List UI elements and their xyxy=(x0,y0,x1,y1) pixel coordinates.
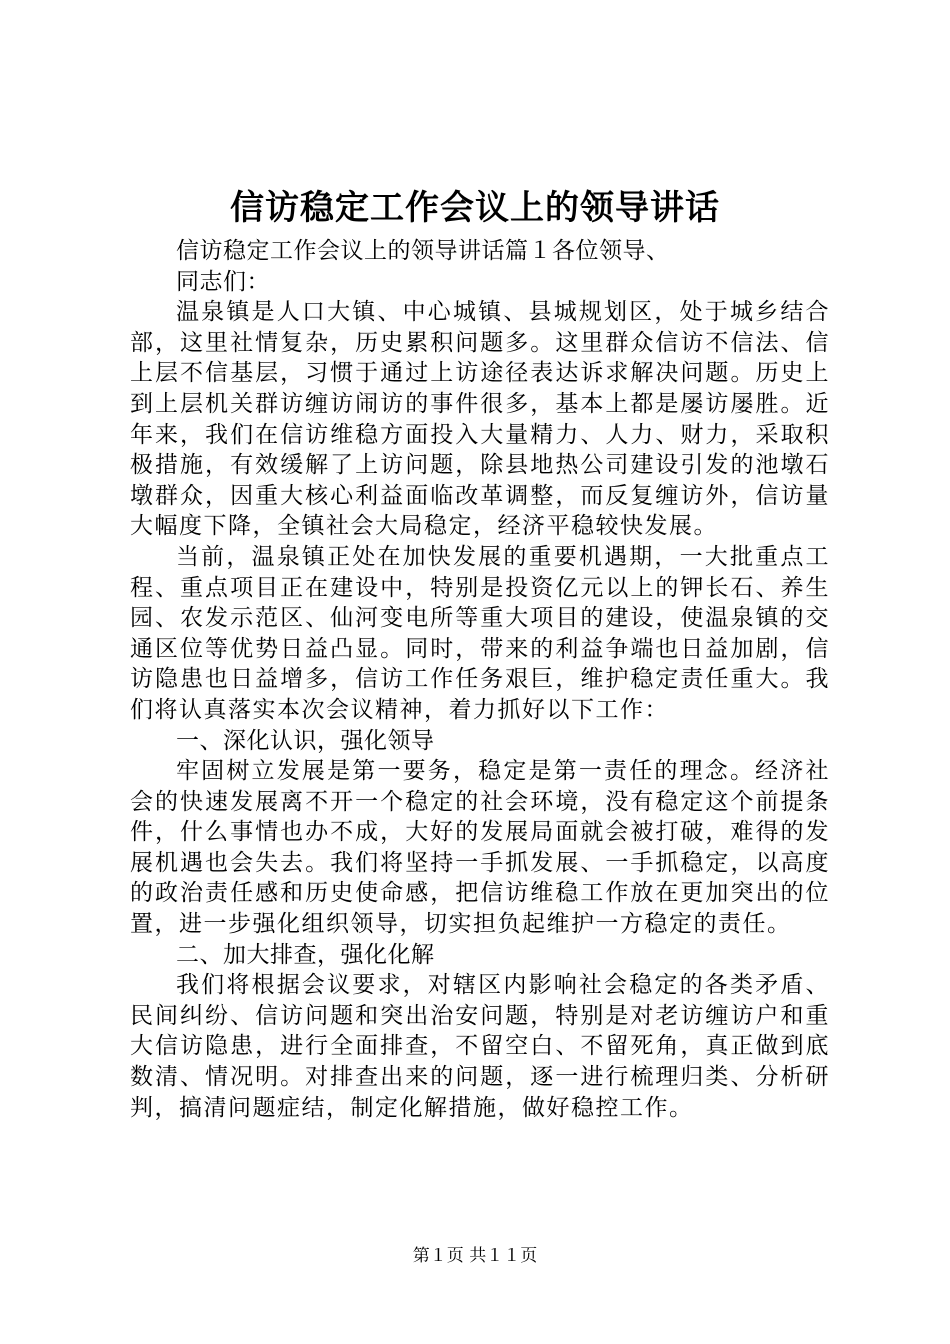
section-heading-2: 二、加大排查，强化化解 xyxy=(176,941,435,968)
document-body xyxy=(130,236,830,1123)
section-text-2: 我们将根据会议要求，对辖区内影响社会稳定的各类矛盾、民间纠纷、信访问题和突出治安问题，特别是对老访缠访户和重大信访隐患，进行全面排查，不留空白、不留死角，真正做到底数清、情况明。对排查出来的问题，逐一进行梳理归类、分析研判，搞清问题症结，制定化解措施，做好稳控工作。 xyxy=(130,972,830,1121)
section-text-1: 牢固树立发展是第一要务，稳定是第一责任的理念。经济社会的快速发展离不开一个稳定的社会环境，没有稳定这个前提条件，什么事情也办不成，大好的发展局面就会被打破，难得的发展机遇也会失去。我们将坚持一手抓发展、一手抓稳定，以高度的政治责任感和历史使命感，把信访维稳工作放在更加突出的位置，进一步强化组织领导，切实担负起维护一方稳定的责任。 xyxy=(130,758,830,938)
paragraph-background: 温泉镇是人口大镇、中心城镇、县城规划区，处于城乡结合部，这里社情复杂，历史累积问题多。这里群众信访不信法、信上层不信基层，习惯于通过上访途径表达诉求解决问题。历史上到上层机关群访缠访闹访的事件很多，基本上都是屡访屡胜。近年来，我们在信访维稳方面投入大量精力、人力、财力，采取积极措施，有效缓解了上访问题，除县地热公司建设引发的池墩石墩群众，因重大核心利益面临改革调整，而反复缠访外，信访量大幅度下降，全镇社会大局稳定，经济平稳较快发展。 xyxy=(130,299,830,540)
section-heading-1: 一、深化认识，强化领导 xyxy=(176,727,435,754)
page-number-footer: 第１页 共１１页 xyxy=(412,1246,538,1266)
paragraph-current-situation: 当前，温泉镇正处在加快发展的重要机遇期，一大批重点工程、重点项目正在建设中，特别是投资亿元以上的钾长石、养生园、农发示范区、仙河变电所等重大项目的建设，使温泉镇的交通区位等优势日益凸显。同时，带来的利益争端也日益加剧，信访隐患也日益增多，信访工作任务艰巨，维护稳定责任重大。我们将认真落实本次会议精神，着力抓好以下工作： xyxy=(130,543,830,723)
intro-line: 信访稳定工作会议上的领导讲话篇１各位领导、 xyxy=(176,238,670,264)
document-title: 信访稳定工作会议上的领导讲话 xyxy=(230,188,720,228)
salutation: 同志们： xyxy=(176,268,270,295)
